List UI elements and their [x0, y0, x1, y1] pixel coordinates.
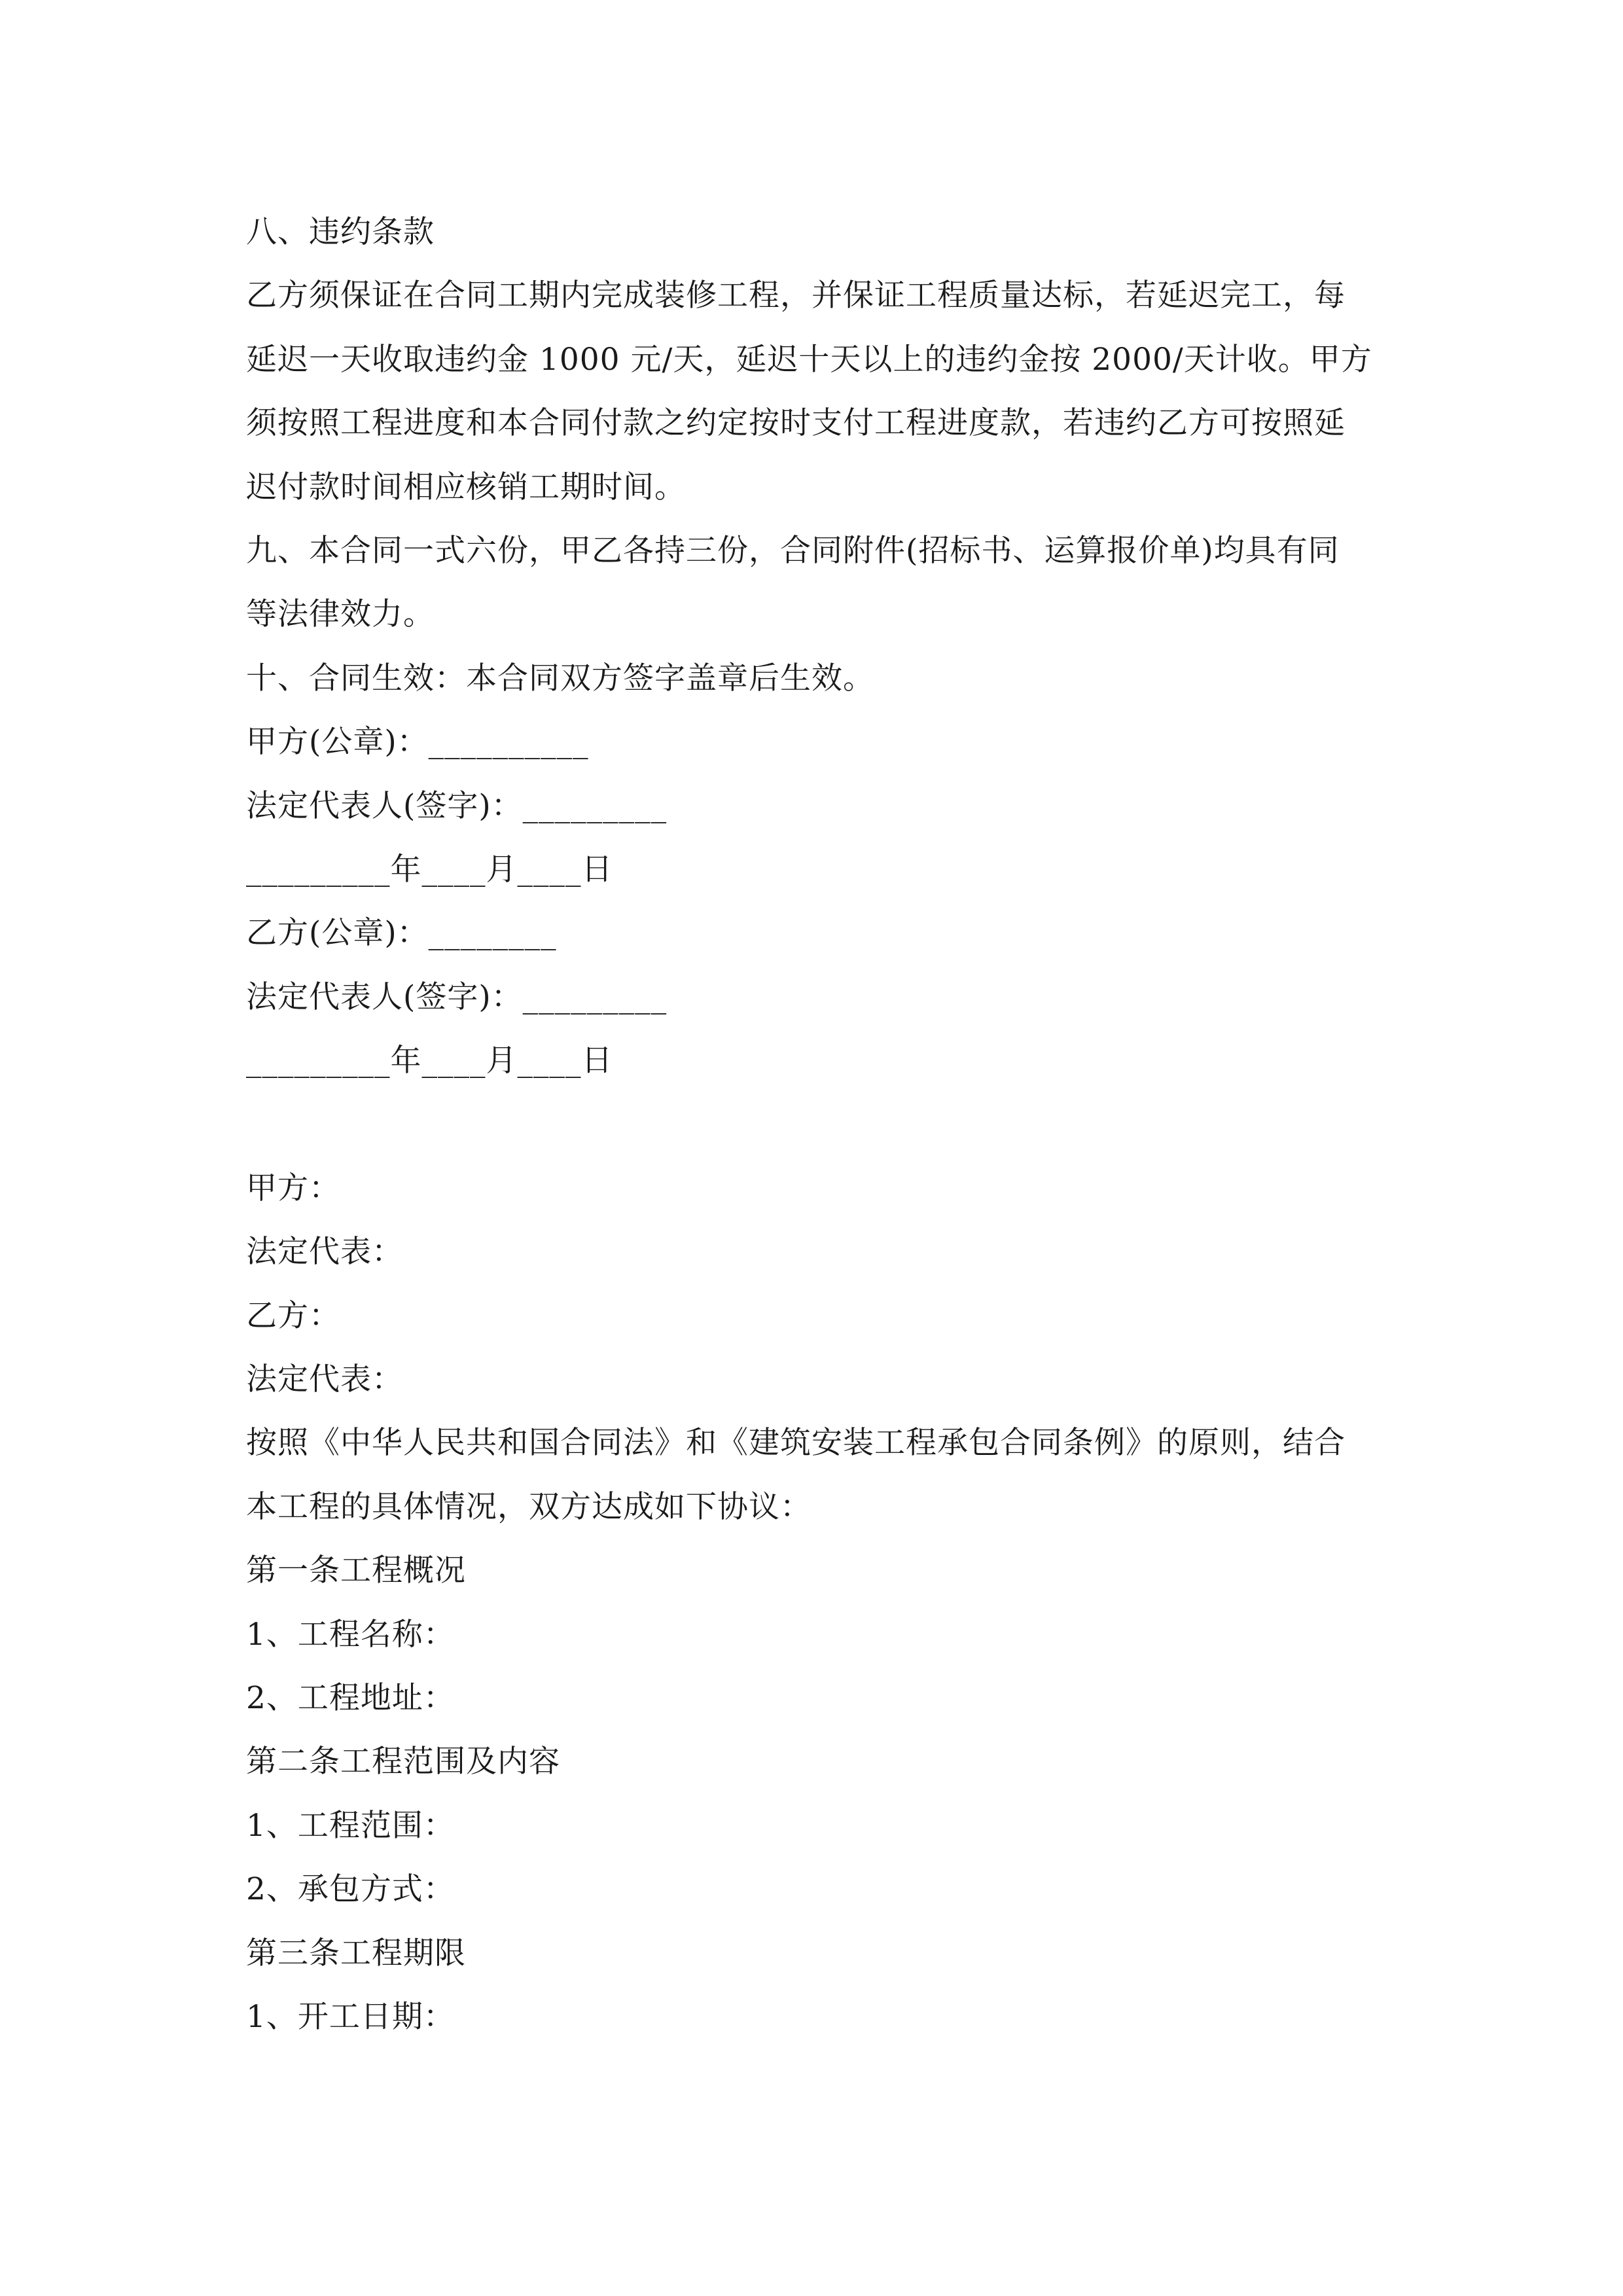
project-name-field: 1、工程名称：	[246, 1616, 455, 1653]
party-a-representative-signature-line: 法定代表人(签字)：_________	[246, 787, 668, 824]
start-date-field: 1、开工日期：	[246, 1998, 455, 2035]
preamble-line-2: 本工程的具体情况，双方达成如下协议：	[246, 1488, 812, 1525]
copies-clause-line-1: 九、本合同一式六份，甲乙各持三份，合同附件(招标书、运算报价单)均具有同	[246, 532, 1340, 569]
article-2-heading: 第二条工程范围及内容	[246, 1744, 560, 1780]
breach-clause-line-1: 乙方须保证在合同工期内完成装修工程，并保证工程质量达标，若延迟完工，每	[246, 278, 1346, 314]
party-b-representative-signature-line: 法定代表人(签字)：_________	[246, 978, 668, 1015]
preamble-line-1: 按照《中华人民共和国合同法》和《建筑安装工程承包合同条例》的原则，结合	[246, 1425, 1346, 1462]
article-3-heading: 第三条工程期限	[246, 1935, 466, 1971]
party-a-legal-rep-label: 法定代表：	[246, 1234, 403, 1270]
project-address-field: 2、工程地址：	[246, 1679, 455, 1716]
contract-method-field: 2、承包方式：	[246, 1871, 455, 1908]
party-b-seal-line: 乙方(公章)：________	[246, 915, 557, 952]
section-heading-breach: 八、违约条款	[246, 214, 435, 250]
breach-clause-line-4: 迟付款时间相应核销工期时间。	[246, 469, 686, 505]
party-b-date-line: _________年____月____日	[246, 1043, 613, 1079]
copies-clause-line-2: 等法律效力。	[246, 596, 435, 633]
effective-clause: 十、合同生效：本合同双方签字盖章后生效。	[246, 660, 874, 696]
document-body	[246, 200, 1380, 2049]
article-1-heading: 第一条工程概况	[246, 1552, 466, 1589]
party-a-label: 甲方：	[246, 1170, 340, 1206]
party-a-date-line: _________年____月____日	[246, 851, 613, 888]
party-a-seal-line: 甲方(公章)：__________	[246, 724, 589, 761]
project-scope-field: 1、工程范围：	[246, 1807, 455, 1844]
party-b-legal-rep-label: 法定代表：	[246, 1361, 403, 1398]
party-b-label: 乙方：	[246, 1297, 340, 1334]
breach-clause-line-3: 须按照工程进度和本合同付款之约定按时支付工程进度款，若违约乙方可按照延	[246, 405, 1346, 442]
breach-clause-line-2: 延迟一天收取违约金 1000 元/天，延迟十天以上的违约金按 2000/天计收。甲方	[246, 341, 1372, 378]
blank-spacer	[246, 1092, 1380, 1156]
